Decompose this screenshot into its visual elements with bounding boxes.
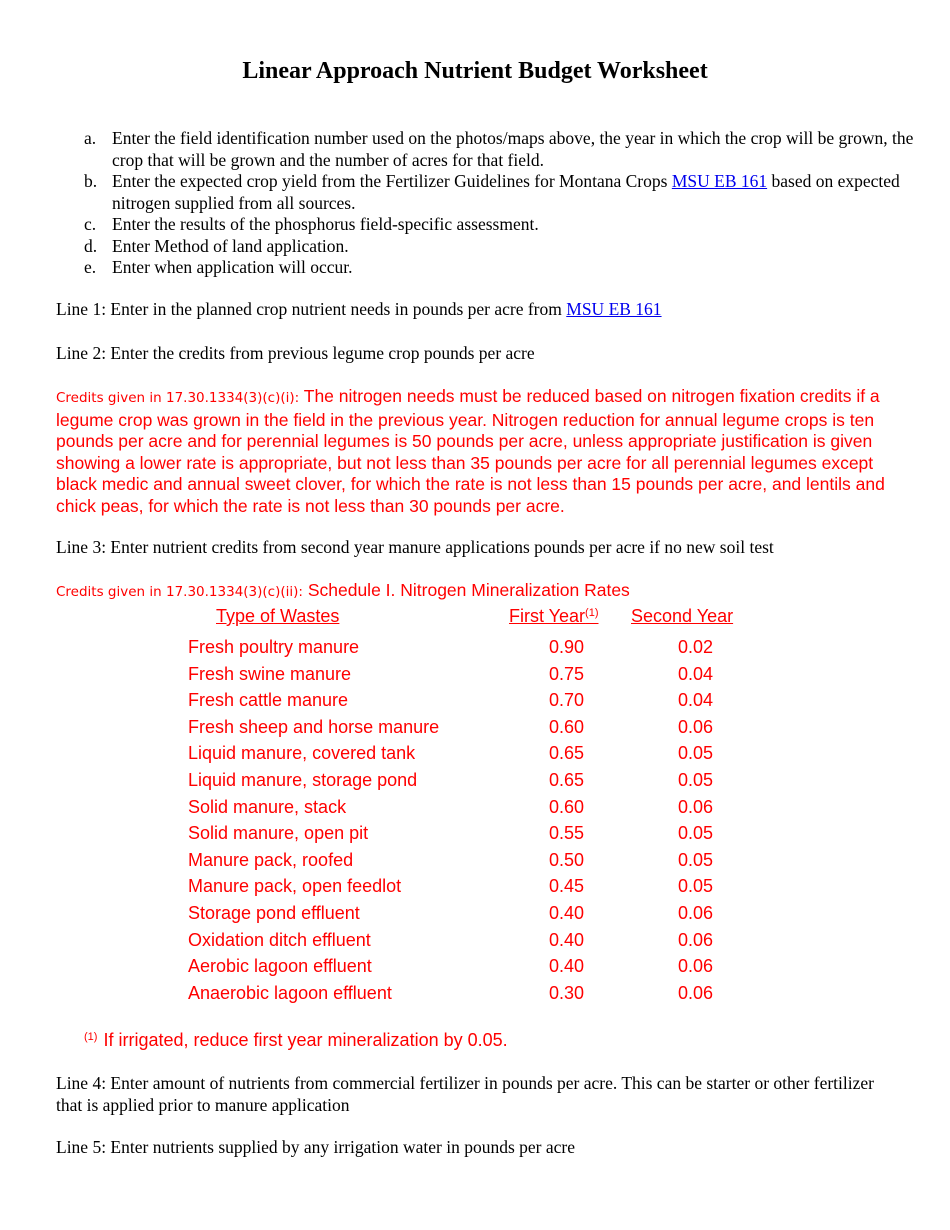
first-year-cell: 0.70 xyxy=(549,690,585,711)
first-year-cell: 0.50 xyxy=(549,849,585,870)
second-year-cell: 0.05 xyxy=(678,769,714,790)
first-year-cell: 0.75 xyxy=(549,663,585,684)
table-row xyxy=(188,927,788,954)
list-letter: d. xyxy=(84,235,98,256)
waste-type-cell: Fresh swine manure xyxy=(188,663,352,684)
first-year-label: First Year xyxy=(509,606,586,626)
table-row xyxy=(188,953,788,980)
list-item xyxy=(84,257,914,279)
schedule-title: Schedule I. Nitrogen Mineralization Rates xyxy=(307,580,630,600)
second-year-cell: 0.04 xyxy=(678,690,714,711)
table-row xyxy=(188,661,788,688)
list-letter: a. xyxy=(84,128,97,148)
legume-credit-text: The nitrogen needs must be reduced based on nitrogen fixation credits if a legume crop was grown in the field in the previous year. Nitrogen reduction for annual legume crops is ten pounds per acre and for perennial legumes is 50 pounds per acre, unless appropriate justification is given showing a lower rate is appropriate, but not less than 35 pounds per acre for all perennial legumes except black medic and annual sweet clover, for which the rate is not less than 15 pounds per acre, and lentils and chick peas, for which the rate is not less than 30 pounds per acre. xyxy=(56,386,885,516)
regulation-citation: Credits given in 17.30.1334(3)(c)(i): xyxy=(56,390,300,406)
waste-type-cell: Liquid manure, covered tank xyxy=(188,743,416,764)
first-year-cell: 0.90 xyxy=(549,637,585,657)
second-year-cell: 0.06 xyxy=(678,796,714,817)
footnote-ref: (1) xyxy=(585,607,599,619)
list-letter: b. xyxy=(84,171,98,191)
page-title: Linear Approach Nutrient Budget Worksheet xyxy=(242,58,708,84)
instruction-list xyxy=(84,128,914,279)
waste-type-cell: Anaerobic lagoon effluent xyxy=(188,982,392,1003)
table-footnote xyxy=(84,1029,508,1051)
waste-type-cell: Solid manure, stack xyxy=(188,796,347,817)
second-year-cell: 0.04 xyxy=(678,663,714,684)
second-year-cell: 0.02 xyxy=(678,637,714,657)
list-text: Enter the field identification number used on the photos/maps above, the year in which the crop will be grown, the crop that will be grown and the number of acres for that field. xyxy=(112,128,914,170)
first-year-cell: 0.60 xyxy=(549,716,585,737)
waste-type-cell: Liquid manure, storage pond xyxy=(188,769,418,790)
first-year-cell: 0.40 xyxy=(549,902,585,923)
column-header-first-year xyxy=(509,605,599,627)
waste-type-cell: Storage pond effluent xyxy=(188,902,360,923)
table-row xyxy=(188,847,788,874)
list-text-before: Enter the expected crop yield from the Fertilizer Guidelines for Montana Crops xyxy=(112,171,672,191)
table-row xyxy=(188,820,788,847)
list-text xyxy=(112,171,914,214)
line-5: Line 5: Enter nutrients supplied by any irrigation water in pounds per acre xyxy=(56,1137,576,1157)
list-text: Enter Method of land application. xyxy=(112,235,349,256)
table-row xyxy=(188,687,788,714)
list-item xyxy=(84,236,914,258)
line-2: Line 2: Enter the credits from previous legume crop pounds per acre xyxy=(56,343,535,363)
waste-type-cell: Manure pack, roofed xyxy=(188,849,354,870)
regulation-citation: Credits given in 17.30.1334(3)(c)(ii): xyxy=(56,584,303,600)
first-year-cell: 0.45 xyxy=(549,876,585,897)
list-letter: e. xyxy=(84,257,97,277)
line-4: Line 4: Enter amount of nutrients from commercial fertilizer in pounds per acre. This can be starter or other fertilizer that is applied prior to manure application xyxy=(56,1073,874,1115)
second-year-cell: 0.06 xyxy=(678,716,714,737)
first-year-cell: 0.30 xyxy=(549,982,585,1003)
line-3: Line 3: Enter nutrient credits from second year manure applications pounds per acre if no new soil test xyxy=(56,537,774,557)
table-row xyxy=(188,634,788,661)
second-year-cell: 0.05 xyxy=(678,743,714,764)
second-year-cell: 0.06 xyxy=(678,902,714,923)
table-row xyxy=(188,900,788,927)
waste-type-cell: Fresh poultry manure xyxy=(188,637,360,657)
mineralization-heading xyxy=(56,580,906,604)
second-year-cell: 0.05 xyxy=(678,876,714,897)
waste-type-cell: Oxidation ditch effluent xyxy=(188,929,371,950)
list-text-after: based on expected nitrogen supplied from all sources. xyxy=(112,171,900,213)
first-year-cell: 0.65 xyxy=(549,743,585,764)
line-1-text: Line 1: Enter in the planned crop nutrient needs in pounds per acre from xyxy=(56,299,567,319)
line-1 xyxy=(56,299,662,321)
first-year-cell: 0.55 xyxy=(549,823,585,844)
column-header-type: Type of Wastes xyxy=(216,606,340,626)
second-year-cell: 0.06 xyxy=(678,982,714,1003)
legume-credit-note xyxy=(56,386,906,517)
second-year-cell: 0.06 xyxy=(678,956,714,977)
list-item xyxy=(84,128,914,171)
first-year-cell: 0.65 xyxy=(549,769,585,790)
table-row xyxy=(188,873,788,900)
waste-type-cell: Solid manure, open pit xyxy=(188,823,369,844)
list-text: Enter when application will occur. xyxy=(112,257,353,277)
msu-eb-161-link[interactable]: MSU EB 161 xyxy=(566,299,662,319)
list-item xyxy=(84,214,914,236)
table-row xyxy=(188,794,788,821)
first-year-cell: 0.40 xyxy=(549,956,585,977)
list-item xyxy=(84,171,914,214)
first-year-cell: 0.40 xyxy=(549,929,585,950)
table-row xyxy=(188,767,788,794)
mineralization-table xyxy=(188,634,788,1006)
second-year-cell: 0.06 xyxy=(678,929,714,950)
first-year-cell: 0.60 xyxy=(549,796,585,817)
footnote-text: If irrigated, reduce first year mineralization by 0.05. xyxy=(103,1030,508,1050)
table-row xyxy=(188,980,788,1007)
waste-type-cell: Aerobic lagoon effluent xyxy=(188,956,372,977)
list-letter: c. xyxy=(84,214,97,234)
footnote-mark: (1) xyxy=(84,1031,98,1043)
second-year-cell: 0.05 xyxy=(678,823,714,844)
table-row xyxy=(188,740,788,767)
second-year-cell: 0.05 xyxy=(678,849,714,870)
waste-type-cell: Fresh cattle manure xyxy=(188,690,349,711)
list-text: Enter the results of the phosphorus field-specific assessment. xyxy=(112,214,539,234)
table-row xyxy=(188,714,788,741)
msu-eb-161-link[interactable]: MSU EB 161 xyxy=(671,171,768,191)
column-header-second-year: Second Year xyxy=(631,606,734,626)
waste-type-cell: Manure pack, open feedlot xyxy=(188,876,402,897)
waste-type-cell: Fresh sheep and horse manure xyxy=(188,716,440,737)
